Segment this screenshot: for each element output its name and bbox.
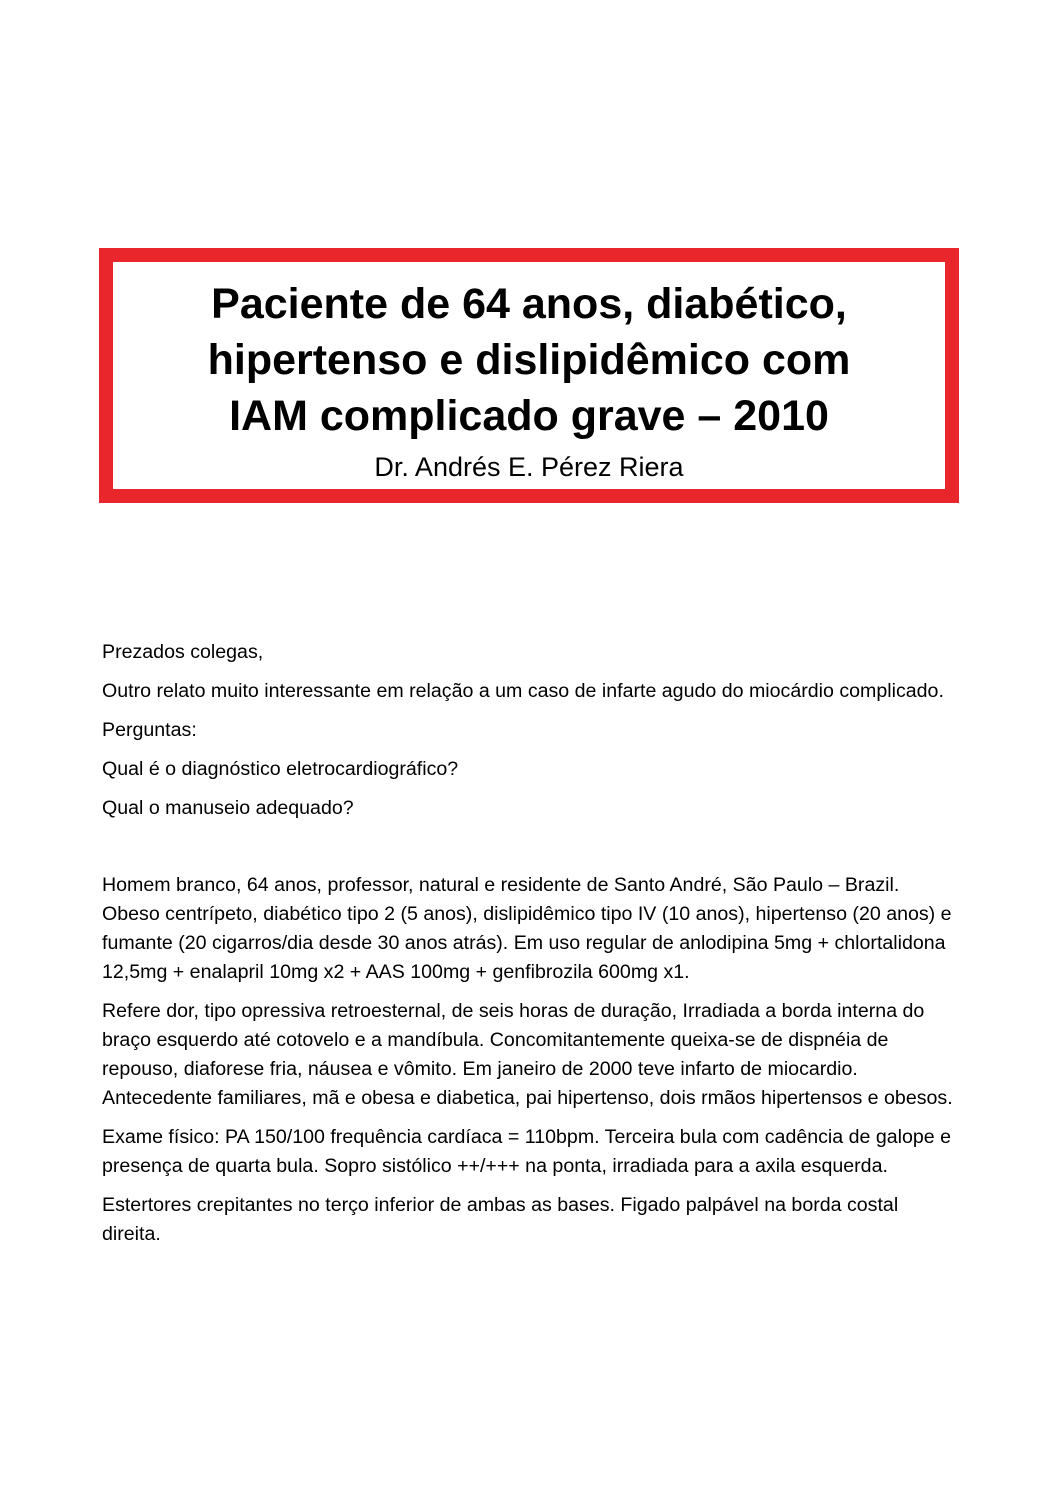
section-spacer: [102, 833, 962, 871]
title-line-2: hipertenso e dislipidêmico com: [207, 336, 851, 384]
case-paragraph-history: Homem branco, 64 anos, professor, natural e residente de Santo André, São Paulo – Brazil. Obeso centrípeto, diabético tipo 2 (5 anos), dislipidêmico tipo IV (10 anos), hipertenso (20 anos) e fumante (20 cigarros/dia desde 30 anos atrás). Em uso regular de anlodipina 5mg + chlortalidona 12,5mg + enalapril 10mg x2 + AAS 100mg + genfibrozila 600mg x1.: [102, 874, 952, 983]
document-body: [102, 638, 962, 1259]
greeting: Prezados colegas,: [102, 641, 264, 663]
question-2: Qual o manuseio adequado?: [102, 797, 354, 819]
questions-label: Perguntas:: [102, 719, 197, 741]
title-line-1: Paciente de 64 anos, diabético,: [211, 280, 847, 328]
intro-statement: Outro relato muito interessante em relação a um caso de infarte agudo do miocárdio complicado.: [102, 680, 944, 702]
title-box: [99, 248, 959, 503]
case-paragraph-exam: Exame físico: PA 150/100 frequência cardíaca = 110bpm. Terceira bula com cadência de galope e presença de quarta bula. Sopro sistólico ++/+++ na ponta, irradiada para a axila esquerda.: [102, 1126, 952, 1177]
title-line-3: IAM complicado grave – 2010: [229, 392, 829, 440]
question-1: Qual é o diagnóstico eletrocardiográfico?: [102, 758, 459, 780]
author-name: Dr. Andrés E. Pérez Riera: [374, 452, 684, 482]
case-paragraph-symptoms: Refere dor, tipo opressiva retroesternal, de seis horas de duração, Irradiada a borda interna do braço esquerdo até cotovelo e a mandíbula. Concomitantemente queixa-se de dispnéia de repouso, diaforese fria, náusea e vômito. Em janeiro de 2000 teve infarto de miocardio. Antecedente familiares, mã e obesa e diabetica, pai hipertenso, dois rmãos hipertensos e obesos.: [102, 1000, 953, 1109]
document-title: [113, 262, 945, 444]
case-paragraph-findings: Estertores crepitantes no terço inferior de ambas as bases. Figado palpável na borda costal direita.: [102, 1194, 899, 1245]
